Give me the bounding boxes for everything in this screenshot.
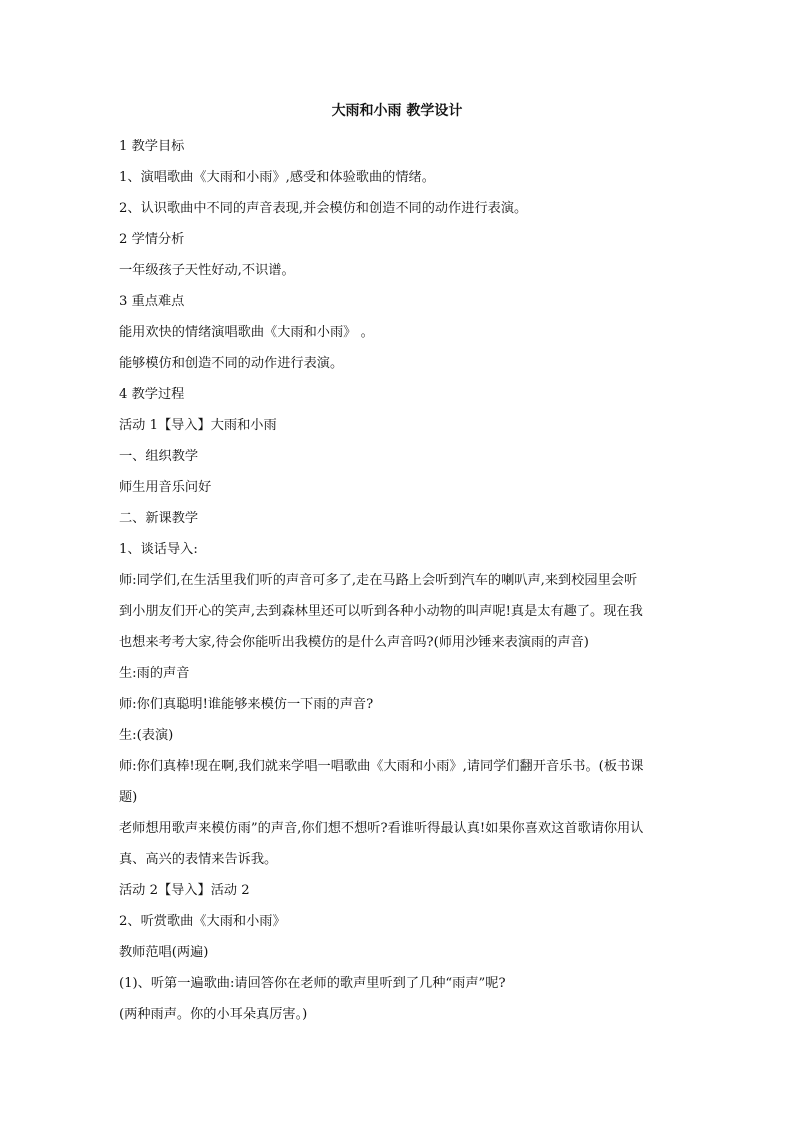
activity-heading: 活动 2【导入】活动 2 — [119, 883, 250, 898]
activity-heading: 活动 1【导入】大雨和小雨 — [119, 418, 277, 433]
text-line: 一、组织教学 — [119, 449, 199, 464]
section-heading-teaching-goals: 1 教学目标 — [119, 139, 185, 154]
text-line: 师生用音乐问好 — [119, 480, 212, 495]
text-line: 题) — [119, 790, 138, 805]
text-line: 老师想用歌声来模仿雨”的声音,你们想不想听?看谁听得最认真!如果你喜欢这首歌请你用认 — [119, 821, 644, 836]
text-line: 师:你们真聪明!谁能够来模仿一下雨的声音? — [119, 697, 374, 712]
text-line: 生:雨的声音 — [119, 666, 190, 681]
text-line: 能够模仿和创造不同的动作进行表演。 — [119, 356, 344, 371]
text-line: 教师范唱(两遍) — [119, 945, 209, 960]
text-line: 1、谈话导入: — [119, 542, 198, 557]
text-line: 师:你们真棒!现在啊,我们就来学唱一唱歌曲《大雨和小雨》,请同学们翻开音乐书。(板书课 — [119, 759, 644, 774]
text-line: 2、认识歌曲中不同的声音表现,并会模仿和创造不同的动作进行表演。 — [119, 201, 528, 216]
text-line: 二、新课教学 — [119, 511, 199, 526]
document-body — [119, 131, 679, 1030]
text-line: 到小朋友们开心的笑声,去到森林里还可以听到各种小动物的叫声呢!真是太有趣了。现在我 — [119, 604, 643, 619]
text-line: (1)、听第一遍歌曲:请回答你在老师的歌声里听到了几种“雨声”呢? — [119, 976, 506, 991]
text-line: 能用欢快的情绪演唱歌曲《大雨和小雨》 。 — [119, 325, 374, 340]
section-heading-teaching-process: 4 教学过程 — [119, 387, 185, 402]
text-line: 生:(表演) — [119, 728, 174, 743]
text-line: 1、演唱歌曲《大雨和小雨》,感受和体验歌曲的情绪。 — [119, 170, 435, 185]
text-line: 师:同学们,在生活里我们听的声音可多了,走在马路上会听到汽车的喇叭声,来到校园里会听 — [119, 573, 638, 588]
document-title: 大雨和小雨 教学设计 — [331, 103, 463, 119]
text-line: 也想来考考大家,待会你能听出我模仿的是什么声音吗?(师用沙锤来表演雨的声音) — [119, 635, 589, 650]
section-heading-key-points: 3 重点难点 — [119, 294, 185, 309]
text-line: 真、高兴的表情来告诉我。 — [119, 852, 278, 867]
section-heading-student-analysis: 2 学情分析 — [119, 232, 185, 247]
text-line: 一年级孩子天性好动,不识谱。 — [119, 263, 295, 278]
text-line: (两种雨声。你的小耳朵真厉害。) — [119, 1007, 308, 1022]
text-line: 2、听赏歌曲《大雨和小雨》 — [119, 914, 286, 929]
